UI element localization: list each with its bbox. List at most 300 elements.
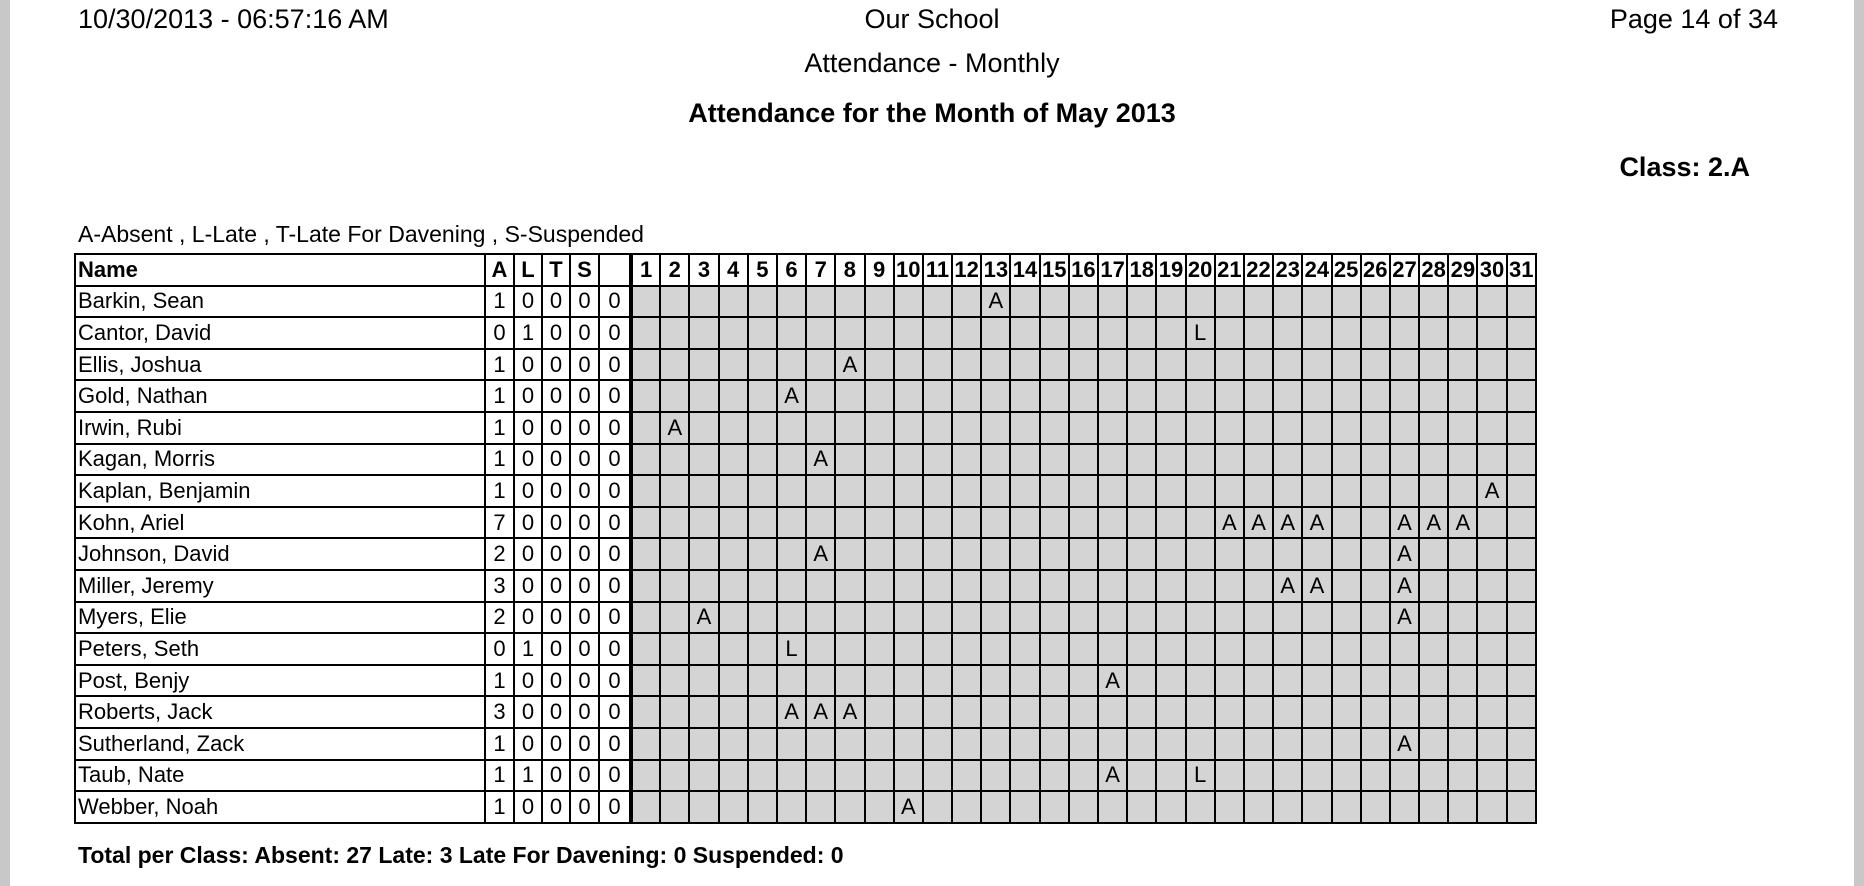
day-cell	[981, 444, 1010, 476]
day-cell	[1419, 633, 1448, 665]
table-row	[75, 317, 1536, 349]
extra-count: 0	[599, 380, 631, 412]
day-cell	[1040, 791, 1069, 823]
day-cell	[894, 412, 923, 444]
table-row	[75, 570, 1536, 602]
day-cell	[1156, 412, 1185, 444]
day-cell	[923, 349, 952, 381]
day-cell	[1273, 538, 1302, 570]
day-cell	[689, 570, 718, 602]
col-header-extra	[599, 254, 631, 286]
day-cell	[1448, 380, 1477, 412]
day-header: 28	[1419, 254, 1448, 286]
day-cell	[777, 760, 806, 792]
day-cell	[1010, 286, 1039, 318]
day-cell	[719, 633, 748, 665]
day-cell	[1419, 791, 1448, 823]
day-cell	[1215, 665, 1244, 697]
day-cell: A	[1477, 475, 1506, 507]
day-cell	[1419, 728, 1448, 760]
day-cell	[1040, 760, 1069, 792]
day-cell	[689, 349, 718, 381]
day-cell	[1332, 696, 1361, 728]
extra-count: 0	[599, 665, 631, 697]
day-cell	[1244, 728, 1273, 760]
day-cell	[1069, 538, 1098, 570]
day-cell	[952, 696, 981, 728]
day-cell	[894, 475, 923, 507]
suspended-count: 0	[570, 538, 599, 570]
day-cell	[981, 380, 1010, 412]
day-cell	[835, 602, 864, 634]
day-cell	[660, 380, 689, 412]
day-cell	[1332, 380, 1361, 412]
day-cell	[1390, 412, 1419, 444]
day-cell	[1273, 475, 1302, 507]
day-cell	[1069, 665, 1098, 697]
day-cell	[1361, 760, 1390, 792]
day-cell	[1098, 507, 1127, 539]
day-cell	[835, 791, 864, 823]
table-header-row	[75, 254, 1536, 286]
day-cell	[631, 538, 660, 570]
day-cell	[1419, 317, 1448, 349]
day-cell	[1302, 602, 1331, 634]
day-cell	[748, 760, 777, 792]
suspended-count: 0	[570, 791, 599, 823]
day-cell	[1215, 570, 1244, 602]
student-name: Cantor, David	[75, 317, 485, 349]
day-cell	[631, 349, 660, 381]
day-cell: A	[689, 602, 718, 634]
day-cell	[1244, 286, 1273, 318]
page-number: Page 14 of 34	[1609, 4, 1778, 34]
suspended-count: 0	[570, 728, 599, 760]
day-cell	[1273, 349, 1302, 381]
day-cell	[1040, 286, 1069, 318]
day-cell	[1361, 380, 1390, 412]
day-cell	[1419, 570, 1448, 602]
day-cell	[981, 728, 1010, 760]
student-name: Post, Benjy	[75, 665, 485, 697]
day-cell	[894, 633, 923, 665]
day-cell	[748, 412, 777, 444]
day-cell	[1186, 380, 1215, 412]
day-cell	[1361, 728, 1390, 760]
student-name: Irwin, Rubi	[75, 412, 485, 444]
day-header: 19	[1156, 254, 1185, 286]
absent-count: 1	[485, 475, 514, 507]
day-cell	[1069, 760, 1098, 792]
day-cell: A	[1273, 507, 1302, 539]
day-cell	[777, 538, 806, 570]
day-cell	[1448, 286, 1477, 318]
day-cell	[1215, 286, 1244, 318]
day-cell	[1448, 602, 1477, 634]
day-cell	[1186, 633, 1215, 665]
day-cell	[1069, 444, 1098, 476]
late-davening-count: 0	[542, 665, 570, 697]
col-header-suspended: S	[570, 254, 599, 286]
day-cell	[1069, 728, 1098, 760]
day-cell	[952, 538, 981, 570]
day-cell	[1069, 570, 1098, 602]
day-cell	[1069, 317, 1098, 349]
day-cell	[660, 475, 689, 507]
day-cell	[689, 665, 718, 697]
day-cell	[1186, 507, 1215, 539]
day-cell	[1040, 602, 1069, 634]
day-cell	[1507, 380, 1536, 412]
day-cell: L	[1186, 317, 1215, 349]
day-cell	[1156, 349, 1185, 381]
day-cell	[981, 349, 1010, 381]
day-cell	[1186, 444, 1215, 476]
day-cell	[1448, 538, 1477, 570]
day-cell	[1244, 538, 1273, 570]
day-cell	[660, 349, 689, 381]
day-cell	[1332, 665, 1361, 697]
day-cell	[719, 696, 748, 728]
day-cell	[1010, 412, 1039, 444]
absent-count: 1	[485, 444, 514, 476]
day-cell	[631, 317, 660, 349]
day-cell	[1244, 475, 1273, 507]
day-cell	[1098, 538, 1127, 570]
day-cell	[1127, 665, 1156, 697]
day-cell: A	[1302, 570, 1331, 602]
day-cell	[1302, 475, 1331, 507]
day-header: 21	[1215, 254, 1244, 286]
day-cell	[806, 728, 835, 760]
day-cell: A	[1448, 507, 1477, 539]
day-cell	[981, 507, 1010, 539]
day-cell	[1186, 696, 1215, 728]
day-cell	[1010, 570, 1039, 602]
day-cell	[923, 570, 952, 602]
day-cell	[1273, 791, 1302, 823]
suspended-count: 0	[570, 760, 599, 792]
late-count: 0	[514, 444, 542, 476]
day-cell	[1361, 602, 1390, 634]
day-cell	[1448, 349, 1477, 381]
day-cell	[1010, 380, 1039, 412]
student-name: Ellis, Joshua	[75, 349, 485, 381]
day-cell	[1186, 570, 1215, 602]
day-cell	[1156, 602, 1185, 634]
day-header: 30	[1477, 254, 1506, 286]
day-cell	[865, 728, 894, 760]
suspended-count: 0	[570, 380, 599, 412]
day-cell	[1156, 728, 1185, 760]
extra-count: 0	[599, 317, 631, 349]
day-cell	[748, 286, 777, 318]
extra-count: 0	[599, 475, 631, 507]
day-cell	[1448, 633, 1477, 665]
day-cell	[1098, 633, 1127, 665]
suspended-count: 0	[570, 475, 599, 507]
table-row	[75, 380, 1536, 412]
day-cell: A	[835, 696, 864, 728]
student-name: Kohn, Ariel	[75, 507, 485, 539]
day-cell	[1098, 444, 1127, 476]
day-cell	[1273, 412, 1302, 444]
absent-count: 2	[485, 538, 514, 570]
day-cell	[660, 728, 689, 760]
day-cell	[748, 444, 777, 476]
day-cell	[865, 286, 894, 318]
day-cell	[1507, 696, 1536, 728]
day-header: 13	[981, 254, 1010, 286]
day-cell	[719, 412, 748, 444]
day-cell	[894, 286, 923, 318]
day-cell	[923, 444, 952, 476]
student-name: Kaplan, Benjamin	[75, 475, 485, 507]
day-cell	[865, 602, 894, 634]
day-cell	[719, 728, 748, 760]
day-cell	[748, 507, 777, 539]
day-cell	[1127, 349, 1156, 381]
day-cell	[952, 570, 981, 602]
late-davening-count: 0	[542, 791, 570, 823]
day-cell	[806, 412, 835, 444]
absent-count: 1	[485, 380, 514, 412]
day-cell	[1477, 317, 1506, 349]
day-cell	[689, 412, 718, 444]
day-cell	[1332, 412, 1361, 444]
day-cell	[952, 286, 981, 318]
day-cell	[865, 760, 894, 792]
day-cell	[1507, 286, 1536, 318]
day-cell	[923, 286, 952, 318]
day-cell	[1244, 791, 1273, 823]
day-cell	[981, 570, 1010, 602]
day-cell	[631, 286, 660, 318]
day-cell	[1098, 317, 1127, 349]
day-cell	[1332, 317, 1361, 349]
day-cell	[777, 317, 806, 349]
day-cell	[1127, 633, 1156, 665]
day-header: 26	[1361, 254, 1390, 286]
day-cell	[1390, 349, 1419, 381]
extra-count: 0	[599, 602, 631, 634]
day-cell	[1040, 538, 1069, 570]
day-cell	[1127, 444, 1156, 476]
day-cell	[1040, 633, 1069, 665]
day-cell	[1419, 475, 1448, 507]
day-cell	[1069, 696, 1098, 728]
absent-count: 1	[485, 412, 514, 444]
suspended-count: 0	[570, 412, 599, 444]
late-count: 0	[514, 507, 542, 539]
day-header: 25	[1332, 254, 1361, 286]
day-header: 20	[1186, 254, 1215, 286]
day-cell	[952, 760, 981, 792]
col-header-name: Name	[75, 254, 485, 286]
day-cell	[1390, 286, 1419, 318]
day-cell	[689, 286, 718, 318]
day-cell	[1361, 444, 1390, 476]
day-cell	[748, 602, 777, 634]
day-cell	[1448, 665, 1477, 697]
day-cell	[1098, 728, 1127, 760]
day-cell	[806, 760, 835, 792]
day-cell	[952, 475, 981, 507]
late-count: 1	[514, 633, 542, 665]
day-cell	[1448, 570, 1477, 602]
day-cell	[1390, 633, 1419, 665]
day-cell	[1507, 602, 1536, 634]
day-cell	[1302, 444, 1331, 476]
day-cell	[631, 760, 660, 792]
table-row	[75, 791, 1536, 823]
day-cell	[1477, 538, 1506, 570]
day-cell	[660, 317, 689, 349]
day-cell	[1507, 633, 1536, 665]
day-cell	[1098, 570, 1127, 602]
day-cell	[923, 665, 952, 697]
day-cell	[1186, 538, 1215, 570]
day-cell	[719, 317, 748, 349]
extra-count: 0	[599, 444, 631, 476]
day-cell	[1390, 665, 1419, 697]
suspended-count: 0	[570, 349, 599, 381]
suspended-count: 0	[570, 317, 599, 349]
day-cell	[952, 665, 981, 697]
day-cell	[1127, 317, 1156, 349]
day-cell	[981, 696, 1010, 728]
day-cell	[1361, 349, 1390, 381]
day-cell	[923, 633, 952, 665]
day-header: 18	[1127, 254, 1156, 286]
day-cell	[1098, 602, 1127, 634]
day-header: 9	[865, 254, 894, 286]
day-cell	[1215, 444, 1244, 476]
day-cell	[894, 760, 923, 792]
day-cell	[1244, 633, 1273, 665]
report-title: Attendance for the Month of May 2013	[688, 98, 1176, 128]
student-name: Peters, Seth	[75, 633, 485, 665]
late-count: 0	[514, 665, 542, 697]
day-cell	[1215, 760, 1244, 792]
day-cell	[981, 475, 1010, 507]
day-cell	[1156, 791, 1185, 823]
day-cell	[1273, 633, 1302, 665]
day-cell	[952, 317, 981, 349]
day-cell	[631, 380, 660, 412]
day-cell	[835, 317, 864, 349]
day-cell	[1477, 633, 1506, 665]
day-cell	[1302, 791, 1331, 823]
day-cell	[689, 633, 718, 665]
day-cell	[1448, 444, 1477, 476]
day-cell	[1273, 444, 1302, 476]
day-cell	[1507, 728, 1536, 760]
day-cell	[1361, 412, 1390, 444]
day-cell	[1010, 317, 1039, 349]
day-cell	[1186, 412, 1215, 444]
day-cell	[689, 538, 718, 570]
table-row	[75, 412, 1536, 444]
absent-count: 0	[485, 317, 514, 349]
day-cell	[1215, 317, 1244, 349]
day-cell	[1419, 538, 1448, 570]
absent-count: 1	[485, 760, 514, 792]
day-cell	[835, 412, 864, 444]
day-cell	[981, 602, 1010, 634]
day-cell	[1098, 412, 1127, 444]
day-cell	[1186, 728, 1215, 760]
day-header: 22	[1244, 254, 1273, 286]
absent-count: 1	[485, 791, 514, 823]
day-cell	[1186, 349, 1215, 381]
day-cell	[981, 760, 1010, 792]
day-cell	[1477, 602, 1506, 634]
day-cell	[660, 665, 689, 697]
day-cell	[894, 317, 923, 349]
day-cell	[719, 602, 748, 634]
day-cell	[894, 380, 923, 412]
day-cell	[1361, 791, 1390, 823]
day-cell	[689, 696, 718, 728]
day-cell	[1332, 444, 1361, 476]
day-cell	[1010, 538, 1039, 570]
day-cell	[1156, 696, 1185, 728]
day-cell	[835, 286, 864, 318]
day-cell	[1419, 444, 1448, 476]
day-cell	[1186, 286, 1215, 318]
day-cell: A	[660, 412, 689, 444]
day-cell	[1244, 665, 1273, 697]
late-count: 1	[514, 760, 542, 792]
day-cell	[1273, 317, 1302, 349]
day-cell	[923, 791, 952, 823]
table-row	[75, 602, 1536, 634]
day-cell	[1477, 665, 1506, 697]
day-cell	[1477, 696, 1506, 728]
day-cell	[689, 444, 718, 476]
day-cell	[1127, 538, 1156, 570]
day-cell: A	[1302, 507, 1331, 539]
day-cell	[952, 633, 981, 665]
day-cell	[865, 475, 894, 507]
day-cell	[1098, 696, 1127, 728]
day-cell	[1448, 791, 1477, 823]
day-cell	[1156, 286, 1185, 318]
day-cell	[1361, 538, 1390, 570]
late-count: 0	[514, 570, 542, 602]
day-cell	[1127, 570, 1156, 602]
table-row	[75, 728, 1536, 760]
absent-count: 7	[485, 507, 514, 539]
day-header: 8	[835, 254, 864, 286]
day-cell	[1507, 349, 1536, 381]
late-count: 0	[514, 538, 542, 570]
day-cell	[1477, 444, 1506, 476]
day-cell	[1448, 475, 1477, 507]
student-name: Sutherland, Zack	[75, 728, 485, 760]
day-cell	[1419, 665, 1448, 697]
late-davening-count: 0	[542, 728, 570, 760]
day-cell	[1156, 507, 1185, 539]
day-header: 27	[1390, 254, 1419, 286]
day-cell	[1040, 317, 1069, 349]
day-cell	[1302, 349, 1331, 381]
day-cell	[748, 791, 777, 823]
day-cell	[1477, 286, 1506, 318]
day-cell	[1361, 696, 1390, 728]
day-cell	[1332, 760, 1361, 792]
